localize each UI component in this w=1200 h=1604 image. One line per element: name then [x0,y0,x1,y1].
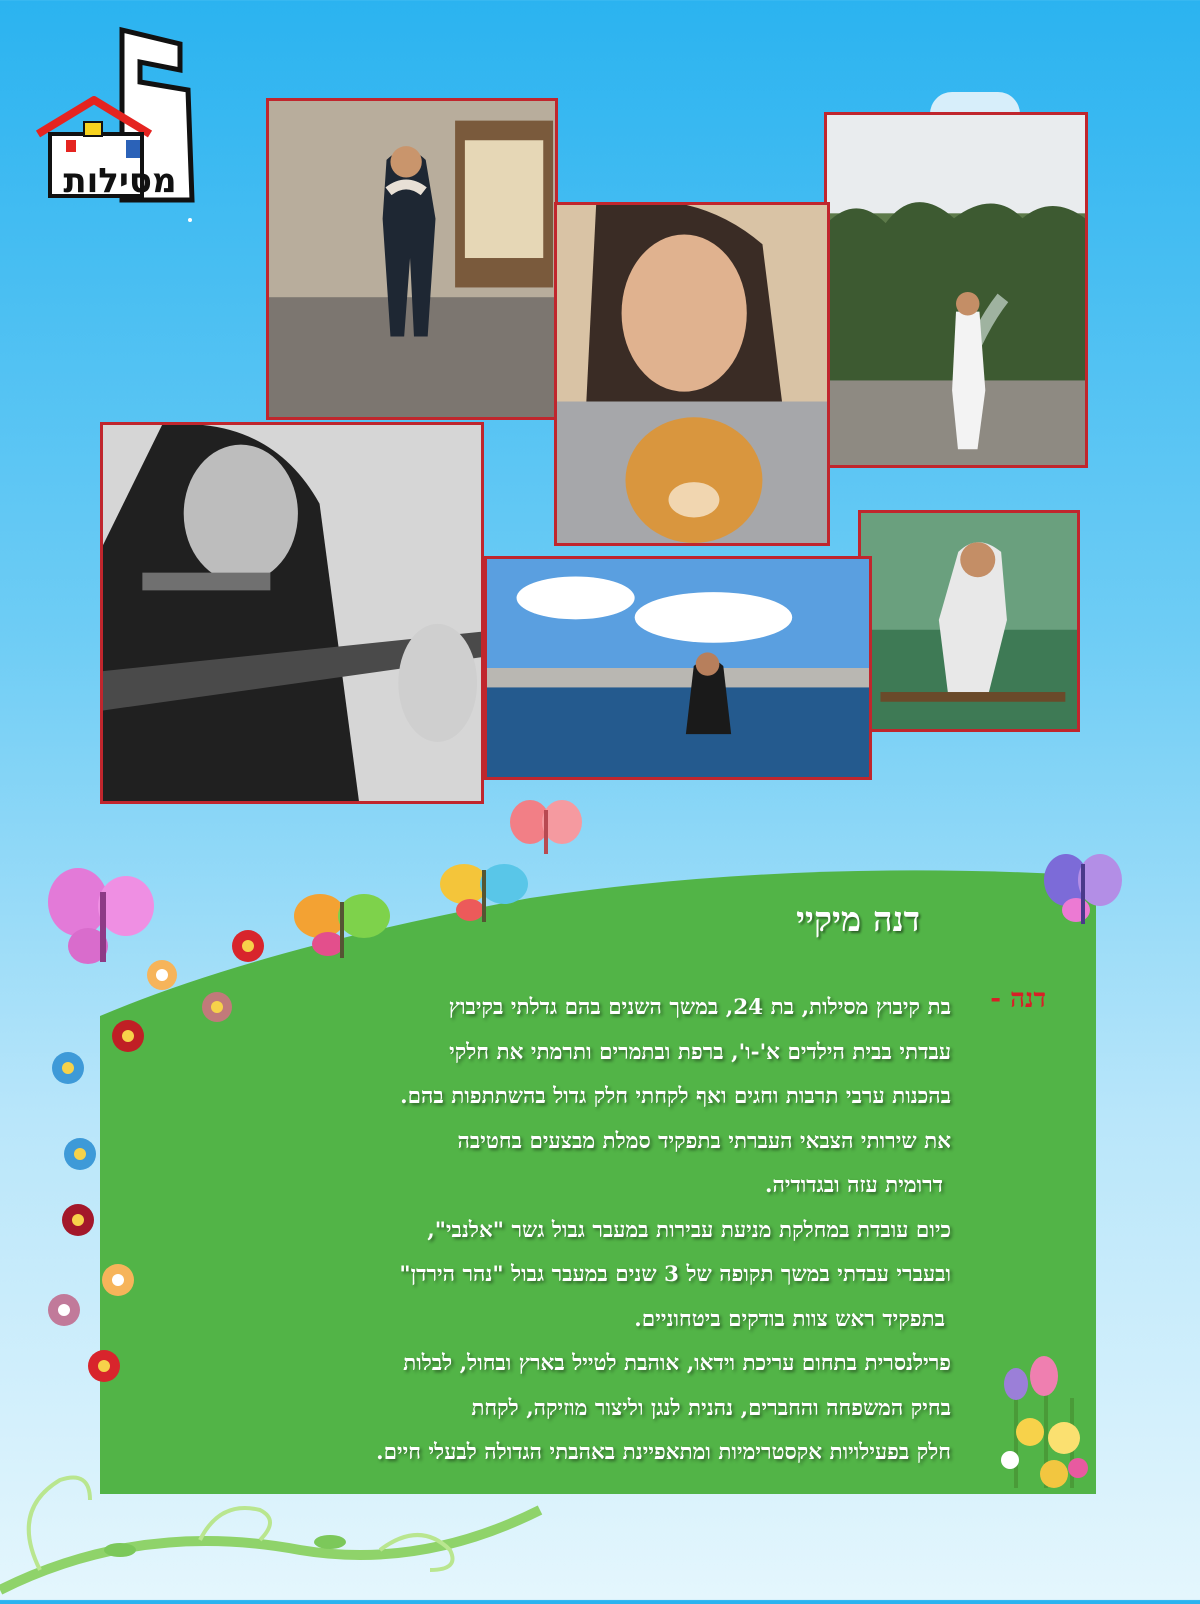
photo-forest-swing [858,510,1080,732]
butterfly-icon [292,890,392,964]
dot [188,218,192,222]
flower-icon [145,958,179,996]
bio-line: ובעברי עבדתי במשך תקופה של 3 שנים במעבר גבול "נהר הירדן" [399,1262,951,1287]
page-title: דנה מיקיי [796,900,920,940]
butterfly-icon [1040,850,1126,934]
bio-line: בתפקיד ראש צוות בודקים ביטחוניים. [634,1306,945,1332]
bio-line: את שירותי הצבאי העברתי בתפקיד סמלת מבצעים בחטיבה [457,1128,951,1154]
bio-line: בת קיבוץ מסילות, בת 24, במשך השנים בהם גדלתי בקיבוץ [448,995,951,1020]
flower-icon [230,928,266,968]
photo-guitar-harmonica [100,422,484,804]
bio-label: דנה - [990,984,1046,1014]
photo-city-street [266,98,558,420]
flower-icon [50,1050,86,1090]
photo-diving [484,556,872,780]
photo-mountains [824,112,1088,468]
bio-line: פרילנסרית בתחום עריכת וידאו, אוהבת לטייל בארץ ובחול, לבלות [403,1351,951,1376]
vine-icon [0,1420,560,1604]
flower-icon [62,1136,98,1176]
flower-icon [110,1018,146,1058]
bio-line: בחיק המשפחה והחברים, נהנית לנגן וליצור מוזיקה, לקחת [471,1395,951,1421]
flower-icon [86,1348,122,1388]
house-logo-icon [30,22,210,212]
logo-text: מסילות [63,161,177,201]
bio-line: דרומית עזה ובגדודיה. [764,1173,943,1198]
bio-line: חלק בפעילויות אקסטרימיות ומתאפיינת באהבתי הגדולה לבעלי חיים. [376,1440,951,1465]
bio-text [128,986,951,1476]
flower-icon [60,1202,96,1242]
flower-icon [100,1262,136,1302]
flower-bouquet-icon [994,1348,1094,1502]
flower-icon [46,1292,82,1332]
masilot-logo [30,22,210,212]
photo-selfie-dog [554,202,830,546]
bio-line: כיום עובדת במחלקת מניעת עבירות במעבר גבול גשר "אלנבי", [427,1217,951,1243]
butterfly-icon [506,796,586,864]
bio-line: עבדתי בבית הילדים א'-ו', ברפת ובתמרים ותרמתי את חלקי [449,1039,951,1065]
bio-line: בהכנות ערבי תרבות וחגים ואף לקחתי חלק גדול בהשתתפות בהם. [400,1084,951,1109]
butterfly-icon [436,860,532,930]
flower-icon [200,990,234,1028]
butterfly-icon [42,862,162,976]
